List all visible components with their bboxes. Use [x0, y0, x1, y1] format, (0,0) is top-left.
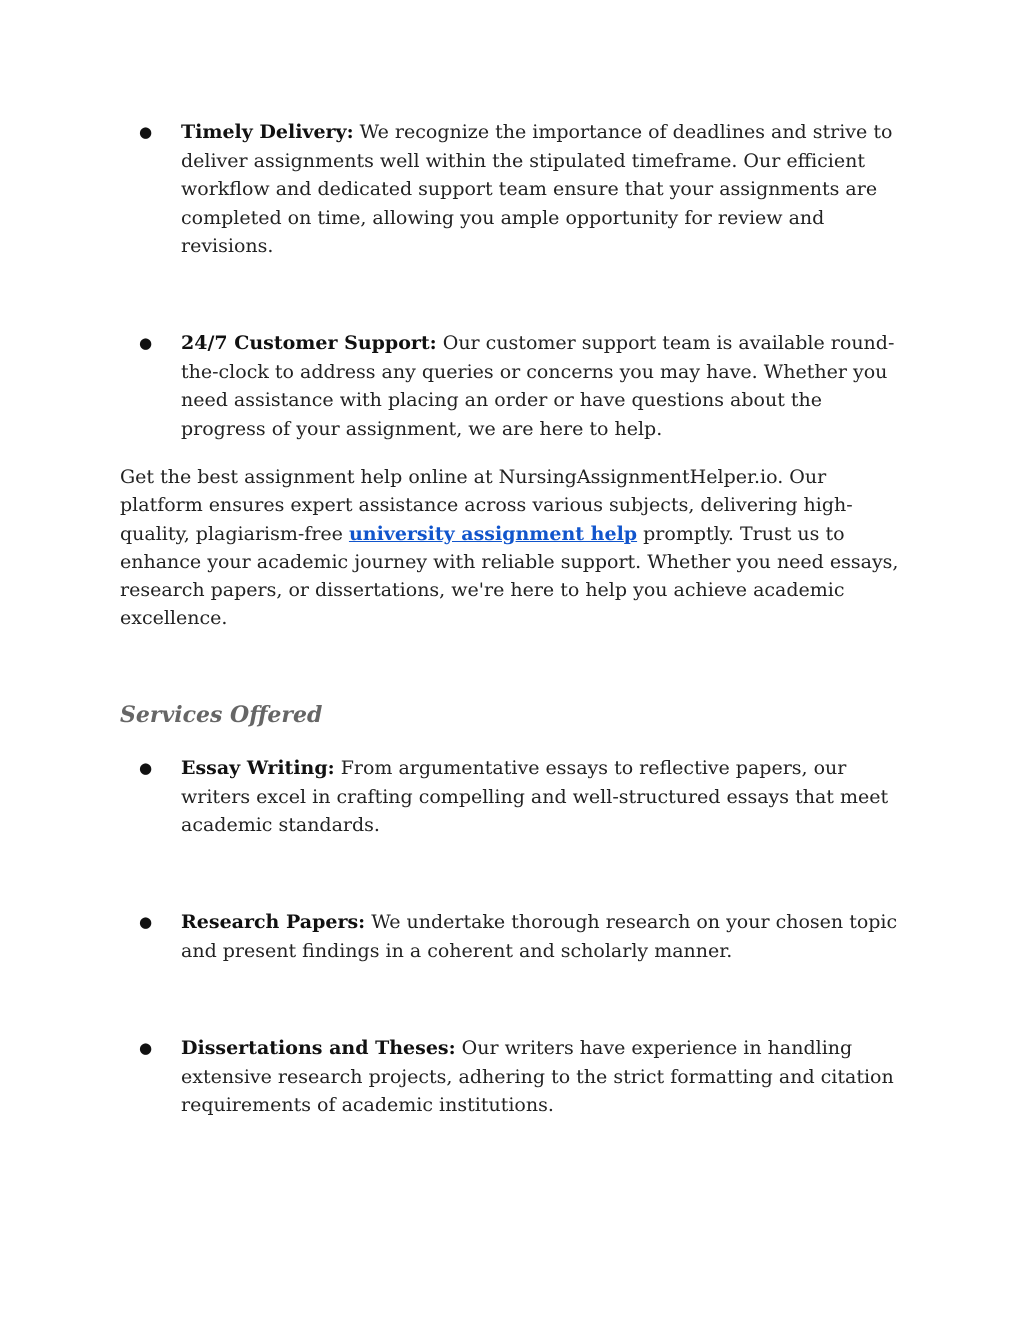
- university-assignment-help-link[interactable]: university assignment help: [348, 522, 638, 545]
- body-paragraph: [120, 463, 910, 633]
- list-item-essay-writing: [120, 754, 910, 840]
- list-item-text: From argumentative essays to reflective papers, our writers excel in crafting compelling and well-structured essays that meet academic standards.: [181, 757, 889, 836]
- list-item-text: Our customer support team is available round-the-clock to address any queries or concerns you may have. Whether you need assistance with placing an order or have questions about the progress of your assignment, we are here to help.: [181, 332, 895, 440]
- list-item-dissertations: [120, 1034, 910, 1120]
- list-item-term: 24/7 Customer Support:: [181, 332, 437, 354]
- list-item-text: We recognize the importance of deadlines and strive to deliver assignments well within the stipulated timeframe. Our efficient workflow and dedicated support team ensure that your assignments are completed on time, allowing you ample opportunity for review and revisions.: [181, 121, 893, 257]
- bullet-icon: ●: [139, 123, 153, 141]
- paragraph-text-before: Get the best assignment help online at NursingAssignmentHelper.io. Our platform ensures expert assistance across various subjects, delivering high-quality, plagiarism-free: [120, 466, 853, 545]
- bullet-icon: ●: [139, 334, 153, 352]
- list-item-term: Dissertations and Theses:: [181, 1037, 456, 1059]
- list-item-body: [181, 908, 910, 965]
- list-item-term: Research Papers:: [181, 911, 366, 933]
- list-item-body: [181, 329, 910, 443]
- list-item-term: Essay Writing:: [181, 757, 335, 779]
- list-item-customer-support: [120, 329, 910, 443]
- section-heading: Services Offered: [120, 702, 323, 728]
- list-item-timely-delivery: [120, 118, 910, 261]
- list-item-body: [181, 118, 910, 261]
- bullet-icon: ●: [139, 913, 153, 931]
- list-item-research-papers: [120, 908, 910, 965]
- paragraph-text-after: promptly. Trust us to enhance your academic journey with reliable support. Whether you need essays, research papers, or dissertations, we're here to help you achieve academic excellence.: [120, 522, 899, 630]
- list-item-text: Our writers have experience in handling extensive research projects, adhering to the strict formatting and citation requirements of academic institutions.: [181, 1037, 894, 1116]
- list-item-body: [181, 1034, 910, 1120]
- bullet-icon: ●: [139, 1039, 153, 1057]
- list-item-term: Timely Delivery:: [181, 121, 354, 143]
- bullet-icon: ●: [139, 759, 153, 777]
- list-item-body: [181, 754, 910, 840]
- list-item-text: We undertake thorough research on your chosen topic and present findings in a coherent and scholarly manner.: [181, 911, 898, 962]
